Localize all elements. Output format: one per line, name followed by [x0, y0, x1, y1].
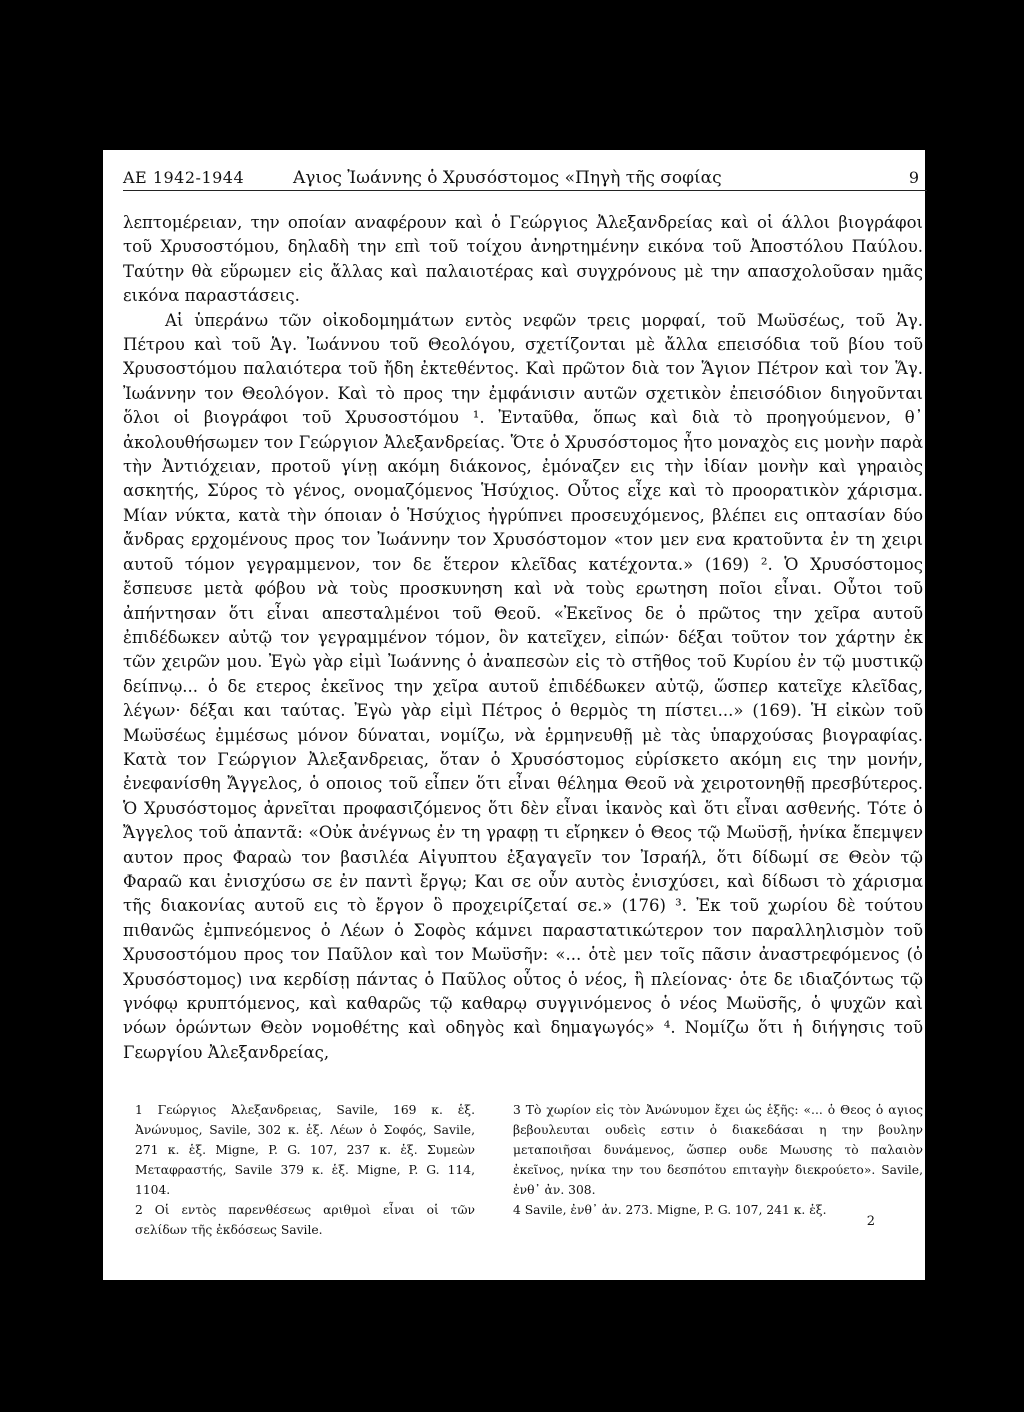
- main-text: [123, 211, 923, 1065]
- footnote-3: 3 Τὸ χωρίον εἰς τὸν Ἀνώνυμον ἔχει ὡς ἑξῆς: «... ὁ Θεος ὁ αγιος βεβουλευται ουδεὶς εστιν ὁ διακεδάσαι η την βουλην μεταποιῆσαι δυνάμενος, ὥσπερ ουδε Μωυσης τὸ παλαιὸν ἐκεῖνος, ηνίκα την του δεσπότου επιταγὴν διεκρούετο». Savile, ἐνθ᾽ ἀν. 308.: [513, 1103, 923, 1197]
- footnotes-right-column: [513, 1100, 923, 1220]
- paragraph-1: λεπτομέρειαν, την οποίαν αναφέρουν καὶ ὁ Γεώργιος Ἀλεξανδρείας καὶ οἱ άλλοι βιογράφοι τοῦ Χρυσοστόμου, δηλαδὴ την επὶ τοῦ τοίχου ἀνηρτημένην εικόνα τοῦ Ἀποστόλου Παύλου. Ταύτην θὰ εὕρωμεν εἰς ἄλλας καὶ παλαιοτέρας καὶ συγχρόνους μὲ την απασχολοῦσαν ημᾶς εικόνα παραστάσεις.: [123, 213, 923, 306]
- document-page: [103, 150, 925, 1280]
- running-header: [123, 168, 923, 192]
- footnote-4: 4 Savile, ἐνθ᾽ ἀν. 273. Migne, P. G. 107, 241 κ. ἑξ.: [513, 1203, 827, 1217]
- header-rule: [123, 190, 927, 191]
- paragraph-2: Αἱ ὑπεράνω τῶν οἰκοδομημάτων εντὸς νεφῶν τρεις μορφαί, τοῦ Μωϋσέως, τοῦ Ἁγ. Πέτρου καὶ τοῦ Ἁγ. Ἰωάννου τοῦ Θεολόγου, σχετίζονται μὲ ἄλλα επεισόδια τοῦ βίου τοῦ Χρυσοστόμου παλαιότερα τοῦ ἤδη ἐκτεθέντος. Καὶ πρῶτον διὰ τον Ἅγιον Πέτρον καὶ τον Ἅγ. Ἰωάννην τον Θεολόγον. Καὶ τὸ προς την ἐμφάνισιν αυτῶν σχετικὸν ἐπεισόδιον διηγοῦνται ὅλοι οἱ βιογράφοι τοῦ Χρυσοστόμου ¹. Ἐνταῦθα, ὅπως καὶ διὰ τὸ προηγούμενον, θ᾽ ἀκολουθήσωμεν τον Γεώργιον Ἀλεξανδρείας. Ὅτε ὁ Χρυσόστομος ἦτο μοναχὸς εις μονὴν παρὰ τὴν Ἀντιόχειαν, προτοῦ γίνῃ ακόμη διάκονος, ἐμόναζεν εις τὴν ἰδίαν μονὴν καὶ γηραιὸς ασκητής, Σύρος τὸ γένος, ονομαζόμενος Ἡσύχιος. Οὗτος εἶχε καὶ τὸ προορατικὸν χάρισμα. Μίαν νύκτα, κατὰ τὴν όποιαν ὁ Ἡσύχιος ἠγρύπνει προσευχόμενος, βλέπει εις οπτασίαν δύο ἄνδρας ερχομένους προς τον Ἰωάννην τον Χρυσόστομον «τον μεν ενα κρατοῦντα ἐν τη χειρι αυτοῦ τόμον γεγραμμενον, τον δε ἕτερον κλεῖδας κατέχοντα.» (169) ². Ὁ Χρυσόστομος ἔσπευσε μετὰ φόβου νὰ τοὺς προσκυνηση καὶ νὰ τοὺς ερωτηση ποῖοι εἶναι. Οὗτοι τοῦ ἀπήντησαν ὅτι εἶναι απεσταλμένοι τοῦ Θεοῦ. «Ἐκεῖνος δε ὁ πρῶτος την χεῖρα αυτοῦ ἐπιδέδωκεν αὐτῷ τον γεγραμμένον τόμον, ὃν κατεῖχεν, εἰπών· δέξαι τοῦτον τον χάρτην ἐκ τῶν χειρῶν μου. Ἐγὼ γὰρ εἰμὶ Ἰωάννης ὁ ἀναπεσὼν εἰς τὸ στῆθος τοῦ Κυρίου ἐν τῷ μυστικῷ δείπνῳ... ὁ δε ετερος ἐκεῖνος την χεῖρα αυτοῦ ἐπιδέδωκεν αὐτῷ, ὥσπερ κατεῖχε κλεῖδας, λέγων· δέξαι και ταύτας. Ἐγὼ γὰρ εἰμὶ Πέτρος ὁ θερμὸς τη πίστει...» (169). Ἡ εἰκὼν τοῦ Μωϋσέως ἐμμέσως μόνον δύναται, νομίζω, νὰ ἑρμηνευθῇ μὲ τὰς ὑπαρχούσας βιογραφίας. Κατὰ τον Γεώργιον Ἀλεξανδρειας, ὅταν ὁ Χρυσόστομος εὑρίσκετο ακόμη εις την μονήν, ἐνεφανίσθη Ἄγγελος, ὁ οποιος τοῦ εἶπεν ὅτι εἶναι θέλημα Θεοῦ νὰ χειροτονηθῇ πρεσβύτερος. Ὁ Χρυσόστομος ἀρνεῖται προφασιζόμενος ὅτι δὲν εἶναι ἱκανὸς καὶ ὅτι εἶναι ασθενής. Τότε ὁ Ἄγγελος τοῦ ἀπαντᾶ: «Οὐκ ἀνέγνως ἐν τη γραφῃ τι εἴρηκεν ὁ Θεος τῷ Μωϋσῇ, ἡνίκα ἔπεμψεν αυτον προς Φαραὼ τον βασιλέα Αἰγυπτου ἐξαγαγεῖν τον Ἰσραήλ, ὅτι δίδωμί σε Θεὸν τῷ Φαραῶ και ἐνισχύσω σε ἐν παντὶ ἔργῳ; Και σε οὖν αυτὸς ἐνισχύσει, καὶ δίδωσι τὸ χάρισμα τῆς διακονίας αυτοῦ εις τὸ ἔργον ὃ προχειρίζεταί σε.» (176) ³. Ἐκ τοῦ χωρίου δὲ τούτου πιθανῶς ἐμπνεόμενος ὁ Λέων ὁ Σοφὸς κάμνει παραστατικώτερον τον παραλληλισμὸν τοῦ Χρυσοστόμου προς τον Παῦλον καὶ τον Μωϋσῆν: «... ὁτὲ μεν τοῖς πᾶσιν ἀναστρεφόμενος (ὁ Χρυσόστομος) ινα κερδίσῃ πάντας ὁ Παῦλος οὗτος ὁ νέος, ἢ πλείονας· ὁτε δε ιδιαζόντως τῷ γνόφῳ κρυπτόμενος, καὶ καθαρῶς τῷ καθαρῳ συγγινόμενος ὁ νέος Μωϋσῆς, ὁ ψυχῶν καὶ νόων ὁρώντων Θεὸν νομοθέτης καὶ οδηγὸς καὶ δημαγωγός» ⁴. Νομίζω ὅτι ἡ διήγησις τοῦ Γεωργίου Ἀλεξανδρείας,: [123, 310, 923, 1062]
- signature-mark: 2: [866, 1214, 875, 1229]
- footnotes: [123, 1100, 923, 1270]
- footnote-1: 1 Γεώργιος Ἀλεξανδρειας, Savile, 169 κ. ἑξ. Ἀνώνυμος, Savile, 302 κ. ἑξ. Λέων ὁ Σοφός, Savile, 271 κ. ἑξ. Migne, P. G. 107, 237 κ. ἑξ. Συμεὼν Μεταφραστής, Savile 379 κ. ἑξ. Migne, P. G. 114, 1104.: [135, 1103, 475, 1197]
- footnotes-left-column: [135, 1100, 475, 1240]
- running-title: Αγιος Ἰωάννης ὁ Χρυσόστομος «Πηγὴ τῆς σοφίας: [293, 168, 722, 188]
- footnote-2: 2 Οἱ εντὸς παρενθέσεως αριθμοὶ εἶναι οἱ τῶν σελίδων τῆς ἐκδόσεως Savile.: [135, 1203, 475, 1237]
- journal-label: ΑΕ 1942-1944: [123, 168, 245, 187]
- page-number: 9: [908, 168, 919, 187]
